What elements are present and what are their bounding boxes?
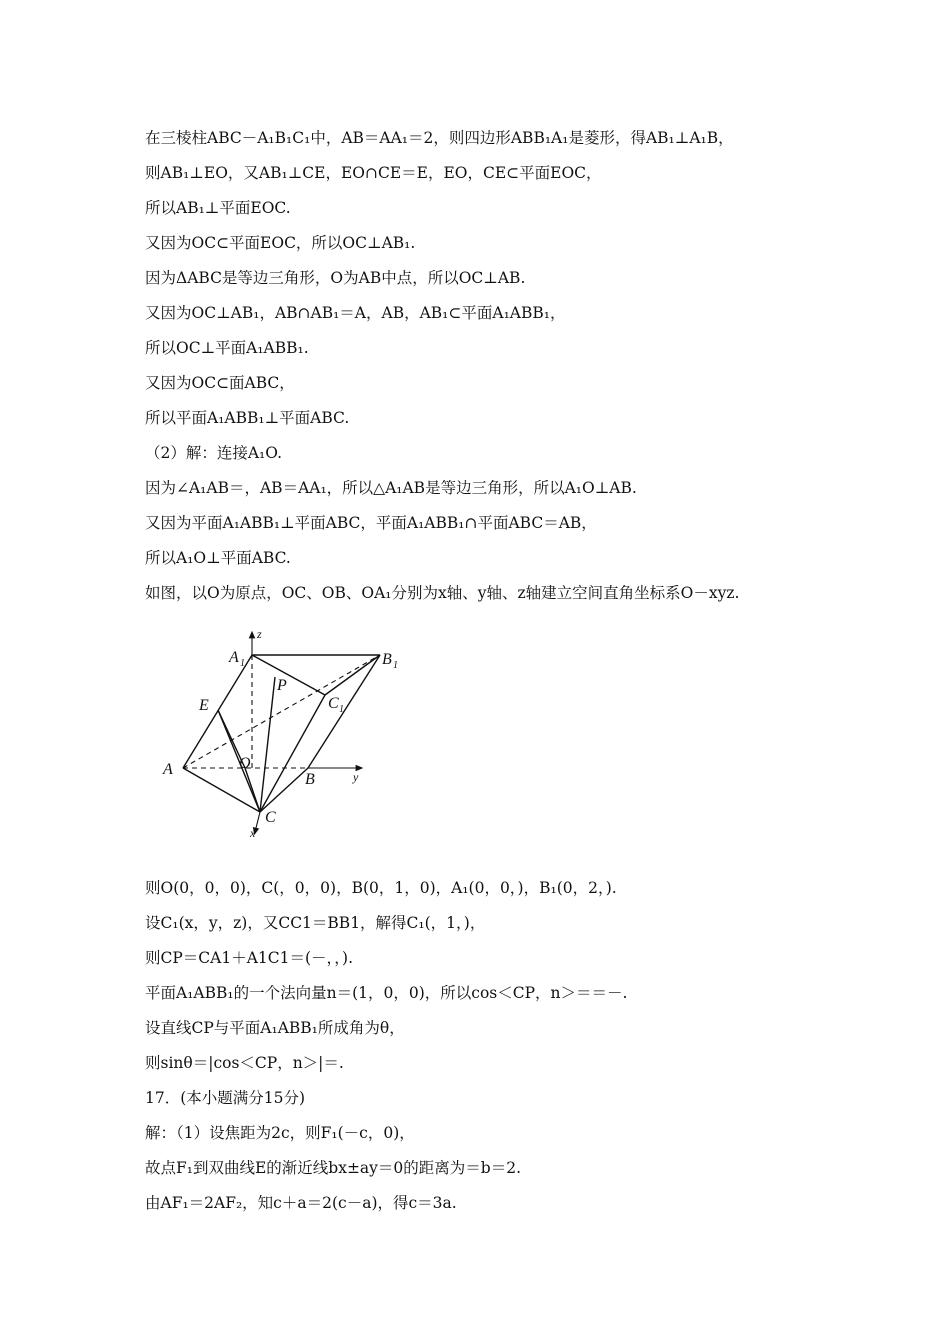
text-line: 所以平面A₁ABB₁⊥平面ABC. xyxy=(145,409,350,427)
label-b1-sub: 1 xyxy=(393,660,398,671)
label-a1: A xyxy=(229,649,239,666)
edge-c1-b1 xyxy=(325,655,380,695)
text-line: 故点F₁到双曲线E的渐近线bx±ay＝0的距离为＝b＝2. xyxy=(145,1159,522,1177)
text-line: 平面A₁ABB₁的一个法向量n＝(1，0，0)，所以cos＜CP，n＞＝＝－. xyxy=(145,984,628,1002)
text-line: 设直线CP与平面A₁ABB₁所成角为θ， xyxy=(145,1019,405,1037)
text-line: 因为ΔABC是等边三角形，O为AB中点，所以OC⊥AB. xyxy=(145,269,526,287)
text-line: 又因为平面A₁ABB₁⊥平面ABC，平面A₁ABB₁∩平面ABC＝AB， xyxy=(145,514,597,532)
edge-c-c1 xyxy=(260,695,325,812)
label-e: E xyxy=(199,697,209,714)
label-c: C xyxy=(265,809,276,826)
label-a1-sub: 1 xyxy=(240,658,245,669)
text-line: 由AF₁＝2AF₂，知c＋a＝2(c－a)，得c＝3a. xyxy=(145,1194,457,1212)
text-line: 在三棱柱ABC－A₁B₁C₁中，AB＝AA₁＝2，则四边形ABB₁A₁是菱形，得AB₁⊥A₁B， xyxy=(145,129,734,147)
text-line: 解：（1）设焦距为2c，则F₁(－c，0)， xyxy=(145,1124,415,1142)
label-b: B xyxy=(305,771,315,788)
text-line: 如图，以O为原点，OC、OB、OA₁分别为x轴、y轴、z轴建立空间直角坐标系O－xyz. xyxy=(145,584,740,602)
text-line: 因为∠A₁AB＝，AB＝AA₁，所以△A₁AB是等边三角形，所以A₁O⊥AB. xyxy=(145,479,637,497)
label-b1: B xyxy=(382,651,392,668)
edge-b-b1 xyxy=(308,655,380,768)
label-z: z xyxy=(257,627,262,641)
text-line: 又因为OC⊂面ABC， xyxy=(145,374,295,392)
text-line: 所以OC⊥平面A₁ABB₁. xyxy=(145,339,309,357)
text-line: （2）解：连接A₁O. xyxy=(145,444,282,462)
label-a: A xyxy=(163,761,173,778)
text-line: 又因为OC⊥AB₁，AB∩AB₁＝A，AB，AB₁⊂平面A₁ABB₁， xyxy=(145,304,566,322)
label-c1-sub: 1 xyxy=(339,704,344,715)
text-line: 所以AB₁⊥平面EOC. xyxy=(145,199,291,217)
label-p: P xyxy=(277,677,287,694)
text-line: 又因为OC⊂平面EOC，所以OC⊥AB₁. xyxy=(145,234,416,252)
text-line: 则O(0，0，0)，C(，0，0)，B(0，1，0)，A₁(0，0，)，B₁(0，2，). xyxy=(145,879,617,897)
label-y: y xyxy=(353,770,359,784)
text-line: 则CP＝CA1＋A1C1＝(－，，). xyxy=(145,949,354,967)
text-line: 则AB₁⊥EO，又AB₁⊥CE，EO∩CE＝E，EO，CE⊂平面EOC， xyxy=(145,164,602,182)
label-c1: C xyxy=(328,695,339,712)
x-axis-arrow xyxy=(255,812,260,832)
edge-a-c xyxy=(183,768,260,812)
text-line: 设C₁(x，y，z)，又CC1＝BB1，解得C₁(，1，)， xyxy=(145,914,486,932)
segment-c-p xyxy=(260,677,275,812)
label-x: x xyxy=(250,826,256,840)
text-line: 则sinθ＝|cos＜CP，n＞|＝. xyxy=(145,1054,344,1072)
label-o: O xyxy=(239,755,251,772)
text-line: 所以A₁O⊥平面ABC. xyxy=(145,549,291,567)
edge-a1-c1 xyxy=(252,655,325,695)
text-line: 17．(本小题满分15分) xyxy=(145,1089,306,1107)
edge-a1-a xyxy=(183,655,252,768)
edge-c-b xyxy=(260,768,308,812)
prism-coordinate-figure xyxy=(155,622,415,842)
